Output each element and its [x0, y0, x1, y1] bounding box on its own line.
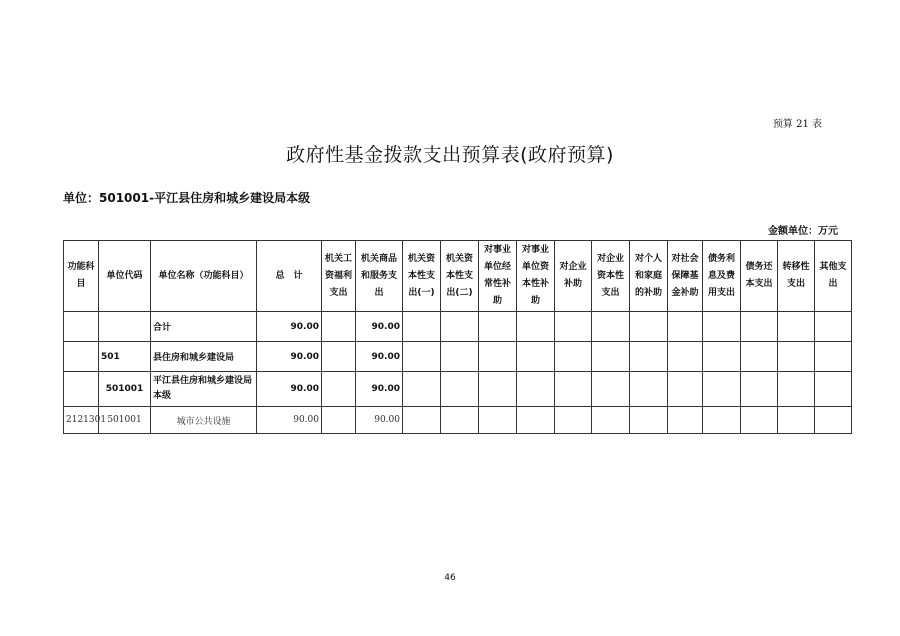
cell-name: 城市公共设施 [151, 407, 257, 434]
cell-empty [479, 342, 517, 372]
cell-empty [778, 407, 815, 434]
cell-empty [517, 312, 555, 342]
unit-label: 单位：501001-平江县住房和城乡建设局本级 [63, 191, 311, 205]
cell-total: 90.00 [257, 312, 322, 342]
page-title: 政府性基金拨款支出预算表(政府预算) [286, 144, 614, 166]
cell-empty [403, 372, 441, 407]
amount-unit-label: 金额单位：万元 [768, 226, 838, 237]
table-number: 预算 21 表 [772, 119, 822, 130]
cell-empty [703, 342, 741, 372]
cell-total: 90.00 [257, 342, 322, 372]
cell-empty [630, 342, 668, 372]
cell-code [99, 312, 151, 342]
cell-empty [403, 407, 441, 434]
cell-func: 2121301 [64, 407, 99, 434]
cell-empty [441, 312, 479, 342]
cell-empty [778, 372, 815, 407]
budget-table [63, 240, 852, 434]
cell-value: 90.00 [356, 312, 403, 342]
cell-empty [592, 342, 630, 372]
col-header: 机关资本性支出(一) [403, 241, 441, 312]
cell-value [322, 342, 356, 372]
cell-code: 501001 [99, 407, 151, 434]
cell-empty [815, 372, 852, 407]
cell-empty [778, 342, 815, 372]
cell-empty [703, 312, 741, 342]
cell-empty [815, 407, 852, 434]
cell-empty [517, 407, 555, 434]
cell-value: 90.00 [356, 372, 403, 407]
table-header-row [64, 241, 852, 312]
table-row [64, 342, 852, 372]
col-header: 对个人和家庭的补助 [630, 241, 668, 312]
cell-empty [630, 372, 668, 407]
cell-empty [555, 312, 592, 342]
cell-name: 县住房和城乡建设局 [151, 342, 257, 372]
col-header: 对企业补助 [555, 241, 592, 312]
cell-empty [741, 372, 778, 407]
cell-empty [479, 372, 517, 407]
cell-empty [630, 407, 668, 434]
col-header: 债务还本支出 [741, 241, 778, 312]
col-header: 功能科目 [64, 241, 99, 312]
cell-value [322, 312, 356, 342]
col-header: 总 计 [257, 241, 322, 312]
col-header: 对企业资本性支出 [592, 241, 630, 312]
cell-empty [703, 372, 741, 407]
cell-func [64, 312, 99, 342]
col-header: 对社会保障基金补助 [668, 241, 703, 312]
cell-empty [592, 407, 630, 434]
cell-empty [815, 342, 852, 372]
cell-total: 90.00 [257, 372, 322, 407]
cell-name: 平江县住房和城乡建设局本级 [151, 372, 257, 407]
cell-empty [668, 312, 703, 342]
cell-empty [441, 342, 479, 372]
cell-value [322, 372, 356, 407]
col-header: 单位代码 [99, 241, 151, 312]
cell-total: 90.00 [257, 407, 322, 434]
cell-empty [630, 312, 668, 342]
col-header: 机关商品和服务支出 [356, 241, 403, 312]
cell-empty [703, 407, 741, 434]
cell-empty [555, 372, 592, 407]
cell-name: 合计 [151, 312, 257, 342]
col-header: 机关工资福利支出 [322, 241, 356, 312]
cell-empty [741, 342, 778, 372]
cell-func [64, 342, 99, 372]
cell-empty [403, 312, 441, 342]
cell-empty [668, 342, 703, 372]
cell-func [64, 372, 99, 407]
col-header: 其他支出 [815, 241, 852, 312]
cell-code: 501 [99, 342, 151, 372]
cell-value: 90.00 [356, 342, 403, 372]
cell-empty [479, 312, 517, 342]
cell-empty [592, 312, 630, 342]
cell-value [322, 407, 356, 434]
col-header: 转移性支出 [778, 241, 815, 312]
cell-empty [517, 342, 555, 372]
cell-empty [479, 407, 517, 434]
table-row [64, 407, 852, 434]
cell-empty [555, 342, 592, 372]
cell-empty [741, 407, 778, 434]
cell-code: 501001 [99, 372, 151, 407]
table-row [64, 312, 852, 342]
cell-empty [668, 372, 703, 407]
cell-empty [441, 372, 479, 407]
col-header: 机关资本性支出(二) [441, 241, 479, 312]
cell-empty [592, 372, 630, 407]
cell-empty [441, 407, 479, 434]
col-header: 对事业单位经常性补助 [479, 241, 517, 312]
cell-empty [403, 342, 441, 372]
col-header: 单位名称（功能科目） [151, 241, 257, 312]
cell-empty [668, 407, 703, 434]
page-number: 46 [444, 573, 456, 583]
table-row [64, 372, 852, 407]
cell-empty [815, 312, 852, 342]
cell-value: 90.00 [356, 407, 403, 434]
cell-empty [778, 312, 815, 342]
col-header: 债务利息及费用支出 [703, 241, 741, 312]
cell-empty [517, 372, 555, 407]
cell-empty [741, 312, 778, 342]
cell-empty [555, 407, 592, 434]
col-header: 对事业单位资本性补助 [517, 241, 555, 312]
